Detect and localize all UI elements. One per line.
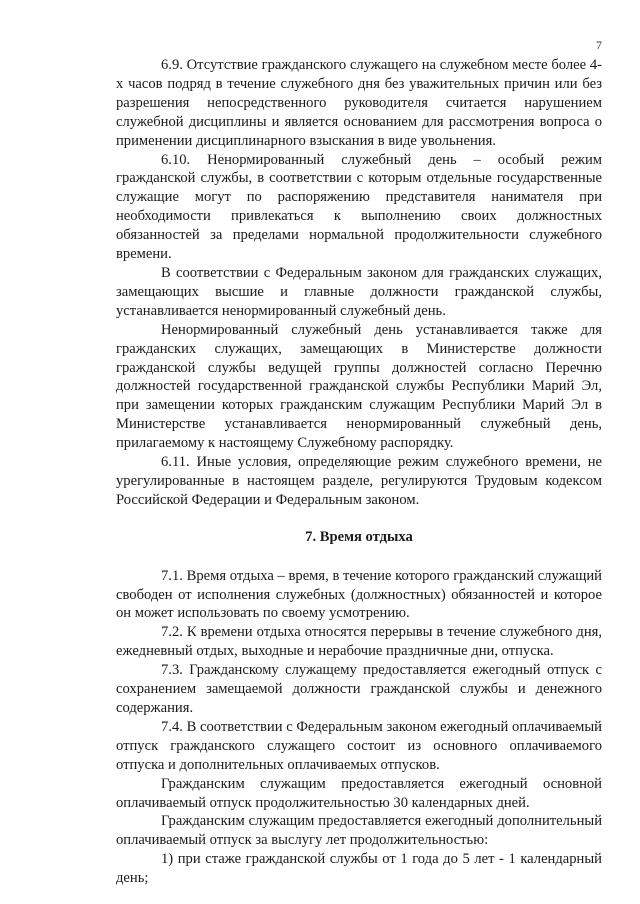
paragraph-6-9: 6.9. Отсутствие гражданского служащего на служебном месте более 4-х часов подряд в течение служебного дня без уважительных причин или без разрешения непосредственного руководителя считается нарушением служебной дисциплины и является основанием для рассмотрения вопроса о применении дисциплинарного взыскания в виде увольнения. <box>116 57 602 149</box>
paragraph-7-4: 7.4. В соответствии с Федеральным законом ежегодный оплачиваемый отпуск гражданского служащего состоит из основного оплачиваемого отпуска и дополнительных оплачиваемых отпусков. <box>116 718 602 773</box>
paragraph-7-3: 7.3. Гражданскому служащему предоставляется ежегодный отпуск с сохранением замещаемой должности гражданской службы и денежного содержания. <box>116 662 602 716</box>
paragraph-7-2: 7.2. К времени отдыха относятся перерывы в течение служебного дня, ежедневный отдых, выходные и нерабочие праздничные дни, отпуска. <box>116 624 602 660</box>
paragraph-6-11: 6.11. Иные условия, определяющие режим служебного времени, не урегулированные в настоящем разделе, регулируются Трудовым кодексом Российской Федерации и Федеральным законом. <box>116 454 602 508</box>
section-heading-rest-time: 7. Время отдыха <box>305 528 413 545</box>
paragraph-6-10-leading-group: Ненормированный служебный день устанавливается также для гражданских служащих, замещающих в Министерстве должности гражданской службы ведущей группы должностей согласно Перечню должностей государственной гражданской службы Республики Марий Эл, при замещении которых гражданским служащим Республики Марий Эл в Министерстве устанавливается ненормированный служебный день, прилагаемому к настоящему Служебному распорядку. <box>116 321 602 452</box>
paragraph-7-4-additional-leave: Гражданским служащим предоставляется ежегодный дополнительный оплачиваемый отпуск за выслугу лет продолжительностью: <box>116 813 602 849</box>
paragraph-6-10: 6.10. Ненормированный служебный день – особый режим гражданской службы, в соответствии с которым отдельные государственные служащие могут по распоряжению представителя нанимателя при необходимости привлекаться к выполнению своих должностных обязанностей за пределами нормальной продолжительности служебного времени. <box>116 151 602 263</box>
list-item-1: 1) при стаже гражданской службы от 1 года до 5 лет - 1 календарный день; <box>116 851 602 887</box>
paragraph-6-10-federal-law: В соответствии с Федеральным законом для гражданских служащих, замещающих высшие и главные должности гражданской службы, устанавливается ненормированный служебный день. <box>116 264 602 319</box>
paragraph-7-4-basic-leave: Гражданским служащим предоставляется ежегодный основной оплачиваемый отпуск продолжительностью 30 календарных дней. <box>116 775 602 811</box>
page-number: 7 <box>596 38 602 52</box>
document-body <box>116 56 602 888</box>
paragraph-7-1: 7.1. Время отдыха – время, в течение которого гражданский служащий свободен от исполнения служебных (должностных) обязанностей и которое он может использовать по своему усмотрению. <box>116 567 602 622</box>
